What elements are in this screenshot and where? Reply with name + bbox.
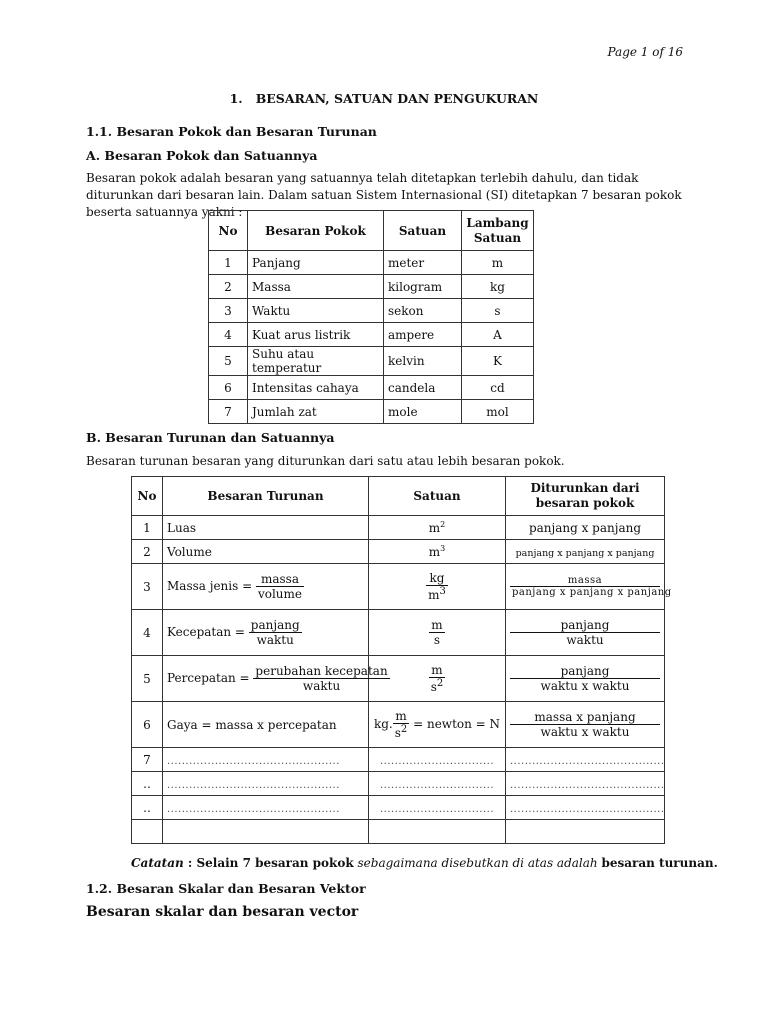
section-heading-1-2: 1.2. Besaran Skalar dan Besaran Vektor (86, 881, 366, 896)
cell-diturunkan (506, 516, 665, 540)
cell-satuan-content (373, 544, 501, 559)
derived-fraction-denominator: waktu x waktu (540, 725, 630, 739)
unit-suffix: = newton = N (409, 717, 501, 731)
cell-besaran-turunan (163, 540, 369, 564)
derived-fraction (510, 575, 672, 598)
quantity-label: ............................................... (167, 803, 340, 815)
unit-fraction (393, 709, 410, 740)
cell-lambang: kg (462, 275, 534, 299)
cell-besaran-turunan (163, 564, 369, 610)
unit-label: $m^3$ (428, 544, 446, 559)
cell-satuan-content (373, 777, 501, 791)
derived-fraction-numerator: massa (510, 575, 660, 587)
quantity-label: Volume (167, 544, 212, 559)
unit-fraction-denominator: $s^2$ (394, 724, 408, 740)
derived-fraction-numerator: panjang (510, 618, 660, 633)
cell-no: .. (132, 796, 163, 820)
cell-satuan: mole (384, 400, 462, 424)
quantity-fraction-denominator: waktu (256, 633, 294, 647)
cell-diturunkan-content (510, 710, 660, 739)
unit-fraction-denominator-exponent: 3 (439, 586, 446, 597)
col-header-satuan: Satuan (369, 477, 506, 516)
cell-diturunkan-content (510, 545, 660, 559)
quantity-label: ............................................... (167, 755, 340, 767)
cell-no: 1 (132, 516, 163, 540)
cell-diturunkan (506, 702, 665, 748)
table-row (132, 772, 665, 796)
col-header-diturunkan: Diturunkan dari besaran pokok (506, 477, 665, 516)
unit-fraction-numerator: m (431, 618, 443, 632)
quantity-fraction-numerator: massa (256, 572, 304, 587)
table-row (209, 251, 534, 275)
cell-no (132, 820, 163, 844)
cell-besaran-turunan-content (167, 718, 364, 732)
quantity-fraction (253, 664, 389, 693)
cell-diturunkan-content (510, 618, 660, 647)
cell-besaran: Jumlah zat (248, 400, 384, 424)
paragraph-besaran-turunan: Besaran turunan besaran yang diturunkan dari satu atau lebih besaran pokok. (86, 454, 565, 468)
unit-fraction-denominator: s (433, 633, 441, 647)
note-label: Catatan (131, 856, 184, 870)
col-header-besaran-pokok: Besaran Pokok (248, 211, 384, 251)
cell-no: 4 (209, 323, 248, 347)
col-header-satuan: Satuan (384, 211, 462, 251)
unit-fraction-numerator: m (393, 709, 410, 724)
cell-besaran-turunan-content (167, 521, 364, 535)
cell-no: .. (132, 772, 163, 796)
table-row (132, 540, 665, 564)
cell-satuan-content (373, 801, 501, 815)
cell-besaran: Intensitas cahaya (248, 376, 384, 400)
cell-diturunkan-content (510, 575, 672, 598)
cell-no: 3 (132, 564, 163, 610)
cell-no: 1 (209, 251, 248, 275)
derived-fraction-denominator: panjang x panjang x panjang (512, 587, 672, 598)
cell-satuan: meter (384, 251, 462, 275)
cell-diturunkan (506, 564, 672, 610)
cell-no: 5 (209, 347, 248, 376)
quantity-label: ............................................... (167, 779, 340, 791)
cell-lambang: mol (462, 400, 534, 424)
cell-besaran-turunan (163, 702, 369, 748)
unit-fraction-denominator-exponent: 2 (400, 724, 408, 735)
table-row (209, 376, 534, 400)
cell-diturunkan-content (510, 521, 660, 535)
unit-label: $m^2$ (428, 520, 446, 535)
unit-fraction-denominator: $m^3$ (428, 586, 446, 602)
cell-satuan: candela (384, 376, 462, 400)
cell-besaran-turunan (163, 820, 369, 844)
paragraph-besaran-pokok: Besaran pokok adalah besaran yang satuannya telah ditetapkan terlebih dahulu, dan tidak diturunkan dari besaran lain. Dalam satuan Sistem Internasional (SI) ditetapkan 7 besaran pokok beserta satuannya yakni : (86, 171, 682, 219)
derived-label: panjang x panjang x panjang (515, 547, 655, 559)
cell-diturunkan (506, 820, 665, 844)
derived-fraction-numerator: massa x panjang (510, 710, 660, 725)
cell-lambang: cd (462, 376, 534, 400)
table-row (132, 796, 665, 820)
table-row (132, 702, 665, 748)
cell-no: 5 (132, 656, 163, 702)
section-heading-a: A. Besaran Pokok dan Satuannya (86, 148, 318, 163)
page-number: Page 1 of 16 (607, 45, 683, 59)
cell-besaran-turunan-content (167, 572, 364, 601)
cell-lambang: m (462, 251, 534, 275)
cell-satuan-content (373, 753, 501, 767)
unit-label: ............................... (379, 755, 495, 767)
cell-besaran: Kuat arus listrik (248, 323, 384, 347)
table-row (209, 323, 534, 347)
cell-diturunkan-content (510, 753, 665, 767)
cell-lambang: A (462, 323, 534, 347)
cell-besaran-turunan (163, 796, 369, 820)
section-heading-scalar: Besaran skalar dan besaran vector (86, 904, 359, 920)
col-header-lambang: Lambang Satuan (462, 211, 534, 251)
chapter-title: 1. BESARAN, SATUAN DAN PENGUKURAN (229, 91, 539, 106)
quantity-fraction (256, 572, 304, 601)
derived-fraction (510, 710, 660, 739)
cell-no: 4 (132, 610, 163, 656)
note-italic: sebagaimana disebutkan di atas adalah (353, 856, 602, 870)
cell-satuan-content (373, 520, 501, 535)
cell-satuan: ampere (384, 323, 462, 347)
unit-exponent: 3 (440, 544, 446, 553)
cell-no: 2 (209, 275, 248, 299)
table-besaran-pokok (208, 210, 534, 424)
cell-no: 6 (209, 376, 248, 400)
cell-satuan (369, 540, 506, 564)
cell-besaran-turunan (163, 516, 369, 540)
derived-label: .......................................... (510, 803, 665, 815)
table-row (132, 516, 665, 540)
cell-satuan (369, 564, 506, 610)
derived-fraction (510, 618, 660, 647)
quantity-label: Gaya = massa x percepatan (167, 717, 337, 732)
table-row (209, 275, 534, 299)
cell-satuan (369, 820, 506, 844)
unit-fraction-denominator: $s^2$ (430, 678, 444, 694)
derived-fraction-denominator: waktu (566, 633, 604, 647)
cell-diturunkan (506, 796, 665, 820)
cell-no: 6 (132, 702, 163, 748)
cell-no: 3 (209, 299, 248, 323)
unit-fraction (429, 618, 444, 647)
cell-satuan: kilogram (384, 275, 462, 299)
cell-diturunkan-content (510, 777, 665, 791)
derived-label: .......................................... (510, 779, 665, 791)
table-row (132, 564, 665, 610)
cell-no: 2 (132, 540, 163, 564)
table-row (132, 820, 665, 844)
cell-satuan: kelvin (384, 347, 462, 376)
cell-no: 7 (132, 748, 163, 772)
cell-besaran-turunan-content (167, 664, 388, 693)
unit-prefix: kg. (373, 717, 393, 731)
cell-satuan-content (373, 618, 501, 647)
cell-besaran: Suhu atau temperatur (248, 347, 384, 376)
table-row (209, 347, 534, 376)
quantity-label: Massa jenis = (167, 579, 256, 593)
quantity-fraction-denominator: waktu (302, 679, 341, 693)
cell-lambang: s (462, 299, 534, 323)
cell-satuan-content (373, 709, 501, 740)
table-row (209, 299, 534, 323)
col-header-besaran-turunan: Besaran Turunan (163, 477, 369, 516)
col-header-no: No (209, 211, 248, 251)
cell-diturunkan (506, 610, 665, 656)
cell-besaran: Massa (248, 275, 384, 299)
cell-satuan-content (373, 571, 501, 602)
cell-diturunkan-content (510, 801, 665, 815)
cell-satuan (369, 610, 506, 656)
cell-satuan (369, 796, 506, 820)
note-colon: : (183, 856, 197, 870)
note-bold-2: besaran turunan. (601, 856, 718, 870)
table-row (132, 748, 665, 772)
cell-besaran-turunan-content (167, 801, 364, 815)
cell-no: 7 (209, 400, 248, 424)
unit-fraction-denominator-exponent: 2 (436, 678, 444, 689)
cell-besaran-turunan-content (167, 753, 364, 767)
cell-besaran-turunan (163, 748, 369, 772)
cell-besaran-turunan-content (167, 618, 364, 647)
col-header-no: No (132, 477, 163, 516)
cell-diturunkan (506, 540, 665, 564)
cell-satuan-content (373, 663, 501, 694)
cell-besaran-turunan (163, 656, 388, 702)
cell-diturunkan-content (510, 664, 660, 693)
table-row (132, 656, 665, 702)
cell-satuan: sekon (384, 299, 462, 323)
derived-fraction (510, 664, 660, 693)
unit-fraction (429, 663, 446, 694)
section-heading-b: B. Besaran Turunan dan Satuannya (86, 430, 335, 445)
table-row (209, 400, 534, 424)
quantity-fraction-numerator: perubahan kecepatan (255, 664, 388, 678)
note-bold-1: Selain 7 besaran pokok (196, 856, 354, 870)
cell-diturunkan (506, 772, 665, 796)
quantity-fraction-numerator: panjang (250, 618, 300, 632)
quantity-label: Luas (167, 520, 197, 535)
cell-satuan (369, 516, 506, 540)
cell-satuan (369, 702, 506, 748)
derived-fraction-denominator: waktu x waktu (540, 679, 630, 693)
quantity-label: Kecepatan = (167, 625, 249, 639)
cell-diturunkan (506, 656, 665, 702)
unit-exponent: 2 (440, 520, 446, 529)
unit-fraction-numerator: m (429, 663, 446, 678)
unit-label: ............................... (379, 779, 495, 791)
quantity-fraction (249, 618, 302, 647)
unit-fraction-numerator: kg (426, 571, 448, 586)
cell-satuan (369, 772, 506, 796)
cell-besaran-turunan (163, 772, 369, 796)
derived-fraction-numerator: panjang (510, 664, 660, 679)
unit-label: ............................... (379, 803, 495, 815)
table-besaran-turunan (131, 476, 672, 844)
quantity-fraction-denominator: volume (257, 587, 303, 601)
cell-lambang: K (462, 347, 534, 376)
cell-besaran-turunan-content (167, 545, 364, 559)
derived-label: panjang x panjang (528, 520, 642, 535)
cell-besaran: Waktu (248, 299, 384, 323)
derived-label: .......................................... (510, 755, 665, 767)
unit-fraction (426, 571, 448, 602)
quantity-label: Percepatan = (167, 671, 254, 685)
cell-besaran-turunan (163, 610, 369, 656)
cell-besaran: Panjang (248, 251, 384, 275)
cell-satuan (369, 748, 506, 772)
note-catatan (131, 856, 718, 870)
section-heading-1-1: 1.1. Besaran Pokok dan Besaran Turunan (86, 124, 377, 139)
table-row (132, 610, 665, 656)
cell-diturunkan (506, 748, 665, 772)
cell-besaran-turunan-content (167, 777, 364, 791)
